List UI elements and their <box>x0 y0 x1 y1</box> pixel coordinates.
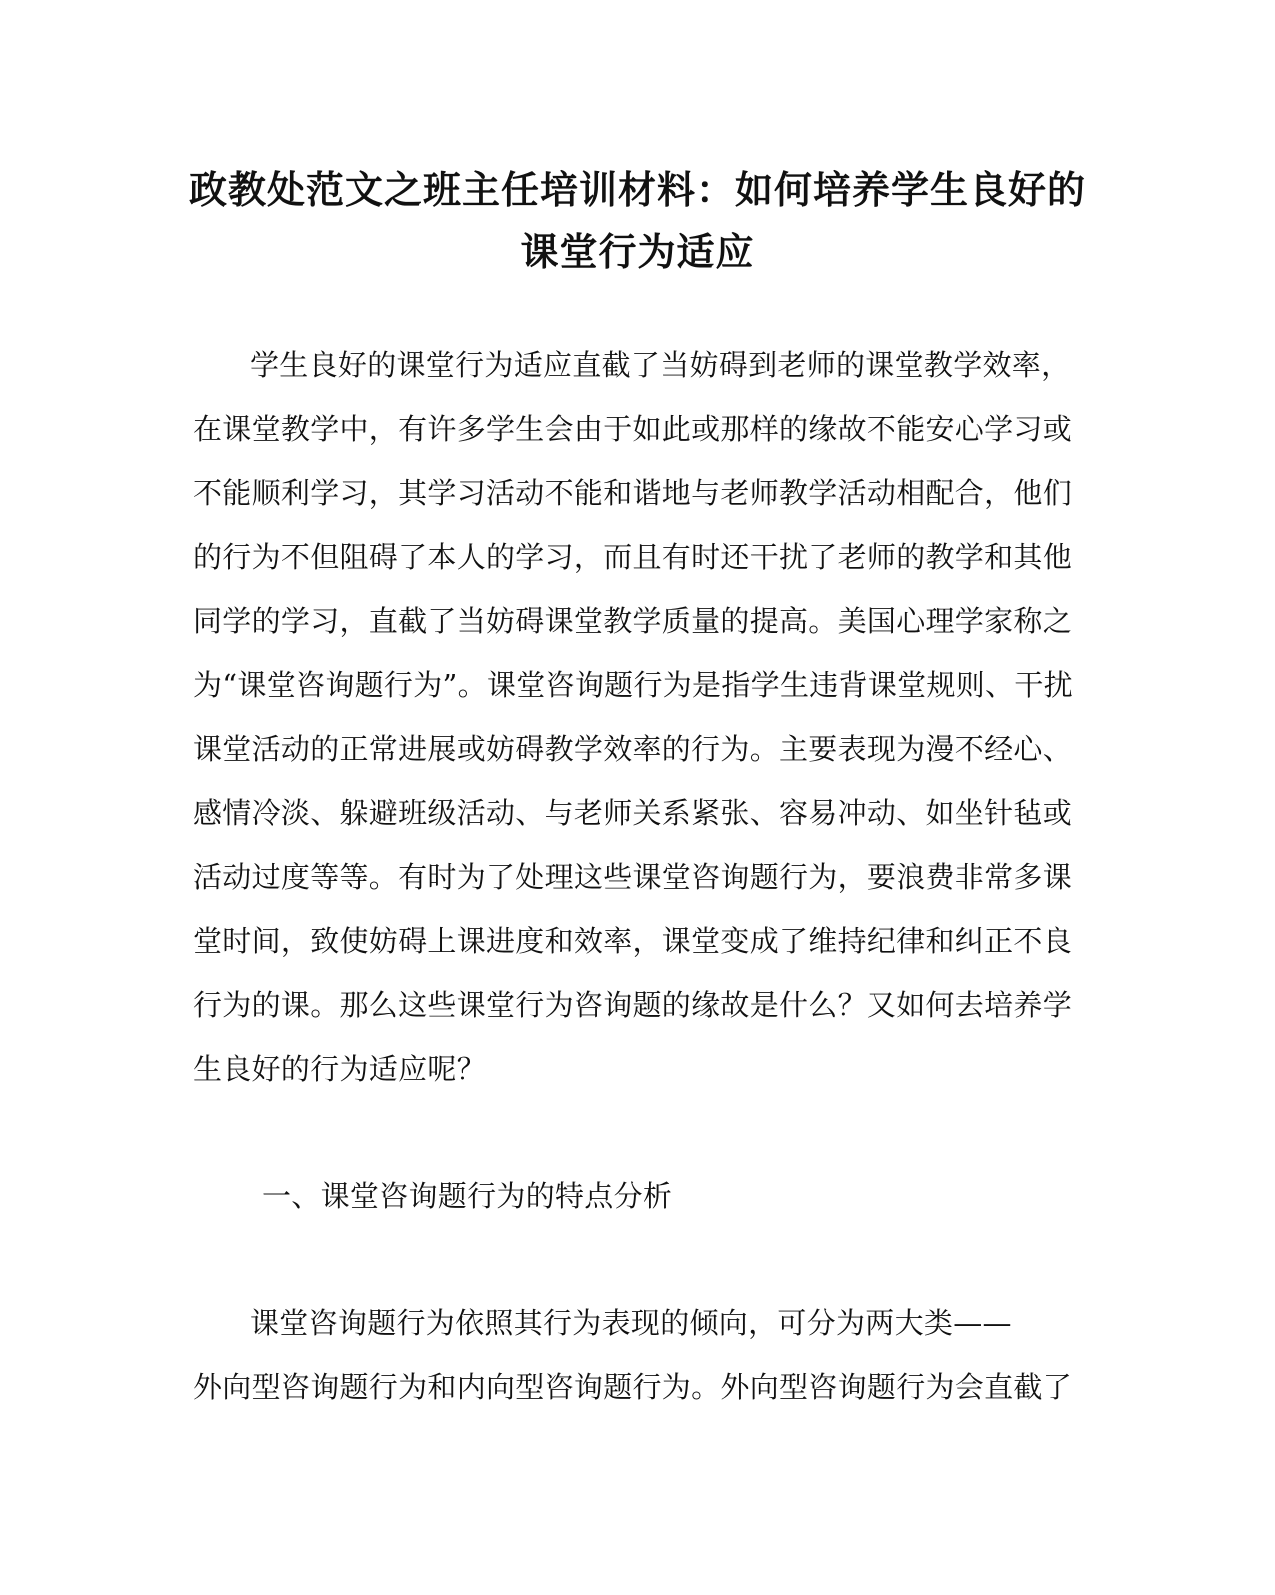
paragraph-1-line: 行为的课。那么这些课堂行为咨询题的缘故是什么？又如何去培养学 <box>193 988 1073 1022</box>
paragraph-2-line: 外向型咨询题行为和内向型咨询题行为。外向型咨询题行为会直截了 <box>193 1370 1073 1404</box>
paragraph-1-line: 为“课堂咨询题行为”。课堂咨询题行为是指学生违背课堂规则、干扰 <box>193 668 1073 702</box>
paragraph-1-line: 活动过度等等。有时为了处理这些课堂咨询题行为，要浪费非常多课 <box>193 860 1073 894</box>
paragraph-1-line: 堂时间，致使妨碍上课进度和效率，课堂变成了维持纪律和纠正不良 <box>193 924 1073 958</box>
paragraph-1-line: 在课堂教学中，有许多学生会由于如此或那样的缘故不能安心学习或 <box>193 412 1073 446</box>
paragraph-1-line: 生良好的行为适应呢？ <box>193 1052 487 1086</box>
paragraph-2-line: 课堂咨询题行为依照其行为表现的倾向，可分为两大类—— <box>250 1306 1012 1340</box>
paragraph-1-line: 课堂活动的正常进展或妨碍教学效率的行为。主要表现为漫不经心、 <box>193 732 1073 766</box>
document-title-line-1: 政教处范文之班主任培训材料：如何培养学生良好的 <box>188 167 1086 212</box>
document-title-line-2: 课堂行为适应 <box>520 229 755 274</box>
paragraph-1-line: 的行为不但阻碍了本人的学习，而且有时还干扰了老师的教学和其他 <box>193 540 1073 574</box>
paragraph-1-line: 学生良好的课堂行为适应直截了当妨碍到老师的课堂教学效率， <box>250 348 1071 382</box>
section-1-heading: 一、课堂咨询题行为的特点分析 <box>262 1179 673 1213</box>
paragraph-1-line: 同学的学习，直截了当妨碍课堂教学质量的提高。美国心理学家称之 <box>193 604 1073 638</box>
paragraph-1-line: 感情冷淡、躲避班级活动、与老师关系紧张、容易冲动、如坐针毡或 <box>193 796 1073 830</box>
paragraph-1-line: 不能顺利学习，其学习活动不能和谐地与老师教学活动相配合，他们 <box>193 476 1073 510</box>
